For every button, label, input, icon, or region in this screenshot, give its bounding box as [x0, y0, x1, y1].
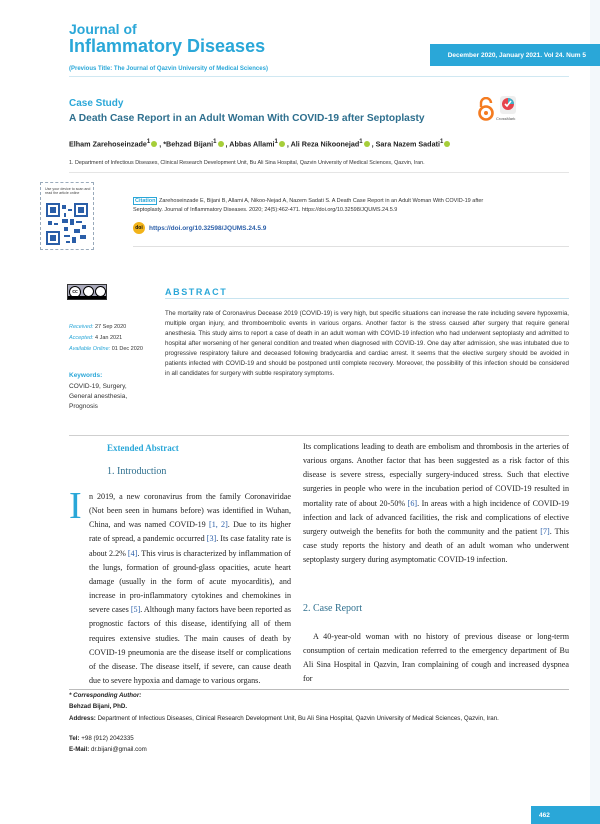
header-divider [69, 76, 569, 77]
orcid-icon[interactable] [218, 141, 224, 147]
previous-title: (Previous Title: The Journal of Qazvin University of Medical Sciences) [69, 66, 268, 72]
abstract-title: ABSTRACT [165, 287, 228, 297]
qr-caption: Use your device to scan and read the article online [45, 187, 91, 196]
extended-abstract-heading: Extended Abstract [107, 443, 179, 453]
keywords-list: COVID-19, Surgery, General anesthesia, Prognosis [69, 383, 128, 410]
citation-divider [133, 246, 569, 247]
reference-link[interactable]: [5] [130, 605, 141, 615]
article-dates [69, 322, 143, 355]
accepted-label: Accepted: [69, 335, 94, 341]
orcid-icon[interactable] [279, 141, 285, 147]
received-date-row [69, 322, 143, 333]
author[interactable]: Ali Reza Nikoonejad [290, 139, 360, 149]
affiliation: 1. Department of Infectious Diseases, Clinical Research Development Unit, Bu Ali Sina Hospital, Qazvin University of Medical Sciences, Qazvin, Iran. [69, 160, 425, 166]
author[interactable]: Abbas Allami [229, 139, 275, 149]
page-number: 462 [531, 806, 600, 824]
body-text: . This case study reports the history and death of an adult woman who underwent septoplasty surgery during asymptomatic COVID-19 infection. [303, 526, 569, 565]
citation-block [133, 197, 513, 216]
crossmark-label: CrossMark [496, 116, 516, 121]
keywords-title: Keywords: [69, 372, 103, 379]
email-label: E-Mail: [69, 746, 90, 753]
orcid-icon[interactable] [151, 141, 157, 147]
corresponding-tel [69, 735, 134, 742]
journal-title-line2: Inflammatory Diseases [69, 35, 266, 56]
accepted-date-row [69, 333, 143, 344]
author-affiliation-mark: 1 [274, 139, 278, 145]
journal-title [69, 22, 265, 56]
author-affiliation-mark: 1 [439, 139, 444, 145]
corresponding-title: * Corresponding Author: [69, 692, 142, 699]
doi-row[interactable] [133, 222, 266, 234]
reference-link[interactable]: [7] [540, 526, 550, 536]
abstract-bottom-divider [69, 435, 569, 436]
abstract-divider [165, 298, 569, 299]
reference-link[interactable]: [6] [407, 498, 418, 508]
citation-label: Citation [135, 198, 156, 204]
intro-text: . This virus is characterized by inflammation of the lungs, formation of ground-glass opacities, acute heart damage (usually in the form of acute myocarditis), and increase in pro-inflammatory cytokines and chemokines in severe cases [89, 548, 291, 615]
author-list: Elham Zarehoseinzade$^1$ , *Behzad Bijani$^1$ , Abbas Allami$^1$ , Ali Reza Nikoonejad$^1$ , Sara Nazem Sadati$^1$ [69, 139, 452, 148]
case-report-heading: 2. Case Report [303, 603, 363, 614]
qr-code-icon[interactable] [46, 203, 88, 245]
cc-license-icon[interactable] [67, 284, 107, 300]
author-affiliation-mark: 1 [146, 139, 151, 145]
crossmark-icon[interactable] [500, 96, 516, 114]
body-text: Its complications leading to death are embolism and thrombosis in the arteries of various organs. Another factor that has been suggested as a risk factor of this disease is severe stress, especially surgery-induced stress. Such that elective surgeries in people who were in the incubation period of COVID-19 resulted in mortality rate of about 20-50% [303, 442, 569, 508]
online-date-row [69, 344, 143, 355]
open-access-icon[interactable] [476, 97, 496, 121]
issue-banner [430, 44, 600, 66]
license-strip [68, 296, 106, 299]
doi-link[interactable]: https://doi.org/10.32598/JQUMS.24.5.9 [149, 224, 267, 232]
address-label: Address: [69, 715, 96, 722]
abstract-text: The mortality rate of Coronavirus Decease 2019 (COVID-19) is very high, but specific situations can increase the rate including severe hypoxemia, multiple organ injury, and thromboembolic events in various organs. Another factor is the stress caused after surgery that require general anesthesia. This study aims to report a case of death in an adult woman with COVID-19 infection who had underwent septoplasty and admitted to hospital after worsening of her general condition and treated when diagnosed with COVID-19. One day after admission, she was intubated due to progressive respiratory failure and deceased following bradycardia and cardiac arrest. It seems that the elective surgery should be avoided in patients infected with COVID-19 and should be postponed until complete recovery. Moreover, the possibility of this infection should be considered in all candidates for surgery with subtle respiratory symptoms. [165, 310, 569, 378]
tel-label: Tel: [69, 735, 80, 742]
online-label: Available Online: [69, 346, 111, 352]
introduction-paragraph [89, 490, 291, 688]
orcid-icon[interactable] [444, 141, 450, 147]
online-date: 01 Dec 2020 [111, 346, 143, 352]
affiliation-divider [69, 172, 569, 173]
tel-value: +98 (912) 2042335 [81, 735, 134, 742]
reference-link[interactable]: [1, 2] [209, 520, 228, 530]
address-text: Department of Infectious Diseases, Clinical Research Development Unit, Bu Ali Sina Hospital, Qazvin University of Medical Sciences, Qazvin, Iran. [97, 715, 499, 722]
intro-text: n 2019, a new coronavirus from the family Coronaviridae (Not been seen in humans before) was identified in Wuhan, China, and was named COVID-19 [89, 492, 291, 530]
author[interactable]: *Behzad Bijani [163, 139, 214, 149]
reference-link[interactable]: [4] [127, 548, 138, 558]
corresponding-name: Behzad Bijani, PhD. [69, 703, 128, 710]
body-text: . In areas with a high incidence of COVID-19 infection and lack of advanced facilities, the risk and complications of elective surgery outweigh the benefits for both the community and the patient [303, 498, 569, 536]
corresponding-address [69, 714, 569, 724]
author-affiliation-mark: 1 [359, 139, 363, 145]
corresponding-divider [69, 689, 569, 690]
corresponding-email [69, 746, 147, 753]
intro-text: . Its case fatality rate is about 2.2% [89, 534, 291, 558]
article-type: Case Study [69, 98, 124, 109]
case-report-paragraph: A 40-year-old woman with no history of previous disease or long-term consumption of certain medication referred to the emergency department of Bu Ali Sina Hospital in Qazvin, Iran complaining of cough and increased dyspnea for [303, 632, 569, 684]
introduction-continued [303, 440, 569, 567]
reference-link[interactable]: [3] [206, 534, 217, 544]
received-date: 27 Sep 2020 [95, 324, 127, 330]
author-affiliation-mark: 1 [213, 139, 217, 145]
issue-text: December 2020, January 2021. Vol 24. Num 5 [447, 51, 586, 59]
cc-symbol: cc [69, 286, 81, 298]
citation-text: Zarehoseinzade E, Bijani B, Allami A, Nikoo-Nejad A, Nazem Sadati S. A Death Case Report in an Adult Woman With COVID-19 after Septoplasty. Journal of Inflammatory Diseases. 2020; 24(5):462-471. https://doi.org/10.32598/JQUMS.24.5.9 [133, 198, 484, 214]
author[interactable]: Elham Zarehoseinzade [69, 139, 147, 149]
author[interactable]: Sara Nazem Sadati [375, 139, 440, 149]
article-title: A Death Case Report in an Adult Woman With COVID-19 after Septoplasty [69, 113, 425, 124]
drop-cap: I [69, 485, 82, 527]
journal-title-line1: Journal of [69, 21, 137, 37]
orcid-icon[interactable] [364, 141, 370, 147]
page-edge-stripe [590, 0, 600, 824]
introduction-heading: 1. Introduction [107, 466, 167, 477]
received-label: Received: [69, 324, 94, 330]
intro-text: . Due to its higher rate of spread, a pandemic occurred [89, 520, 291, 544]
email-value[interactable]: dr.bijani@gmail.com [91, 746, 147, 753]
doi-icon: doi [133, 222, 145, 234]
accepted-date: 4 Jan 2021 [95, 335, 123, 341]
intro-text: . Although many factors have been reported as prognostic factors of this disease, identifying all of them requires extensive studies. The main causes of death by COVID-19 pneumonia are the disease itself or complications of the disease. The disease itself, if severe, can cause death due to severe hypoxia and damage to various organs. [89, 605, 291, 686]
